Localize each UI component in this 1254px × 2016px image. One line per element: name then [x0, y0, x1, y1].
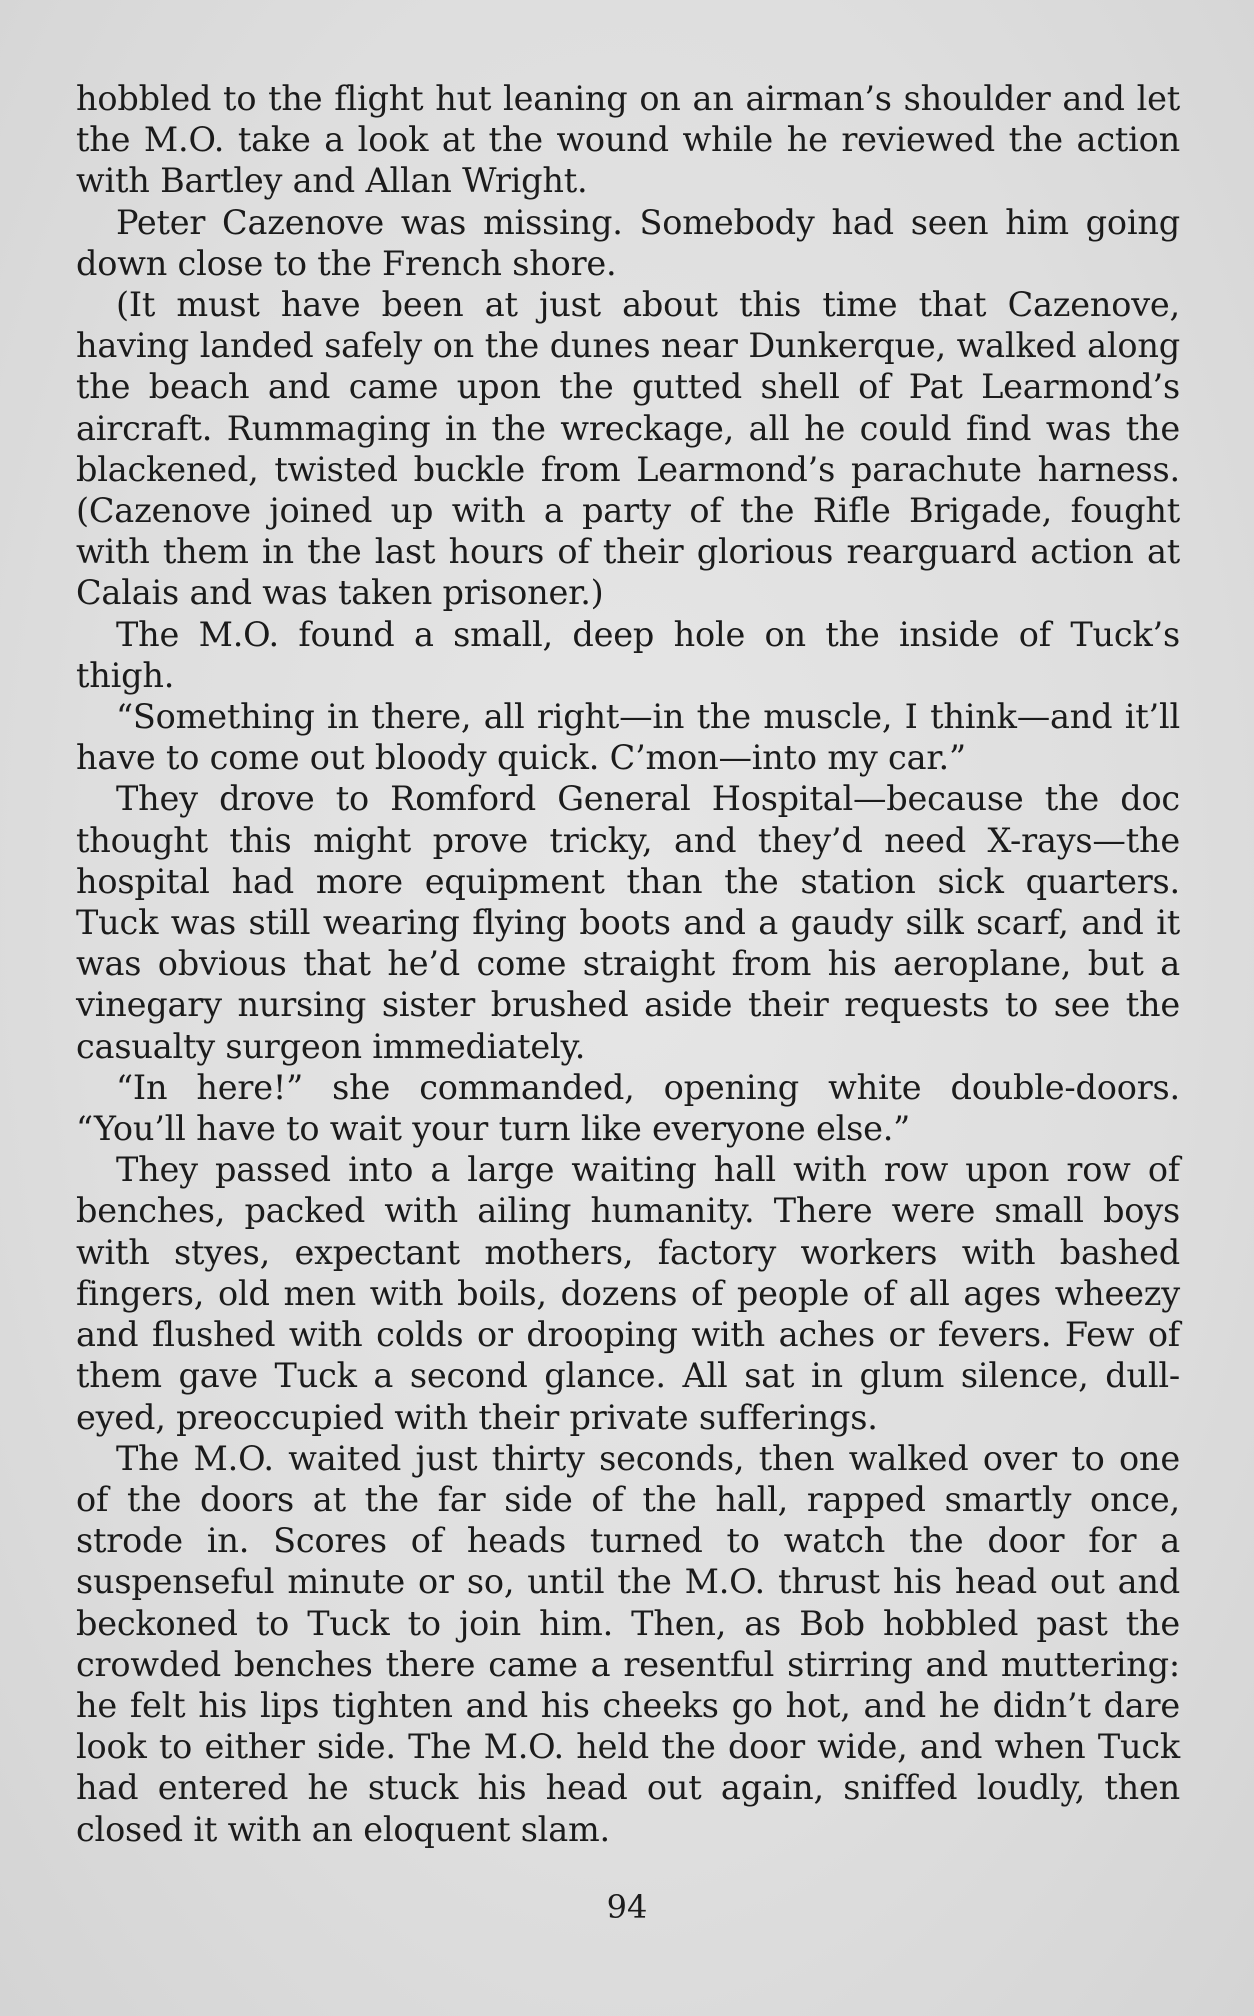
paragraph: They passed into a large waiting hall with row upon row of benches, packed with ailing humanity. There were small boys with styes, expectant mothers, factory workers with bashed fingers, old men with boils, dozens of people of all ages wheezy and flushed with colds or drooping with aches or fevers. Few of them gave Tuck a second glance. All sat in glum silence, dull-eyed, preoccupied with their private sufferings. — [76, 1150, 1180, 1437]
paragraph: “Something in there, all right—in the muscle, I think—and it’ll have to come out bloody quick. C’mon—into my car.” — [76, 697, 1180, 778]
page-number: 94 — [606, 1888, 648, 1926]
paragraph-continued: hobbled to the flight hut leaning on an airman’s shoulder and let the M.O. take a look at the wound while he reviewed the action with Bartley and Allan Wright. — [76, 79, 1180, 201]
paragraph: They drove to Romford General Hospital—because the doc thought this might prove tricky, and they’d need X-rays—the hospital had more equipment than the station sick quarters. Tuck was still wearing flying boots and a gaudy silk scarf, and it was obvious that he’d come straight from his aeroplane, but a vinegary nursing sister brushed aside their requests to see the casualty surgeon immediately. — [76, 779, 1180, 1066]
body-text — [76, 78, 1180, 1850]
paragraph: “In here!” she commanded, opening white double-doors. “You’ll have to wait your turn like everyone else.” — [76, 1067, 1180, 1149]
paragraph: The M.O. waited just thirty seconds, then walked over to one of the doors at the far side of the hall, rapped smartly once, strode in. Scores of heads turned to watch the door for a suspenseful minute or so, until the M.O. thrust his head out and beckoned to Tuck to join him. Then, as Bob hobbled past the crowded benches there came a resentful stirring and muttering: he felt his lips tighten and his cheeks go hot, and he didn’t dare look to either side. The M.O. held the door wide, and when Tuck had entered he stuck his head out again, sniffed loudly, then closed it with an eloquent slam. — [76, 1438, 1180, 1849]
paragraph: (It must have been at just about this time that Cazenove, having landed safely on the dunes near Dunkerque, walked along the beach and came upon the gutted shell of Pat Learmond’s aircraft. Rummaging in the wreckage, all he could find was the blackened, twisted buckle from Learmond’s parachute harness. (Cazenove joined up with a party of the Rifle Brigade, fought with them in the last hours of their glorious rearguard action at Calais and was taken prisoner.) — [76, 285, 1180, 613]
paragraph: The M.O. found a small, deep hole on the inside of Tuck’s thigh. — [76, 614, 1180, 695]
paragraph: Peter Cazenove was missing. Somebody had seen him going down close to the French shore. — [76, 202, 1180, 283]
